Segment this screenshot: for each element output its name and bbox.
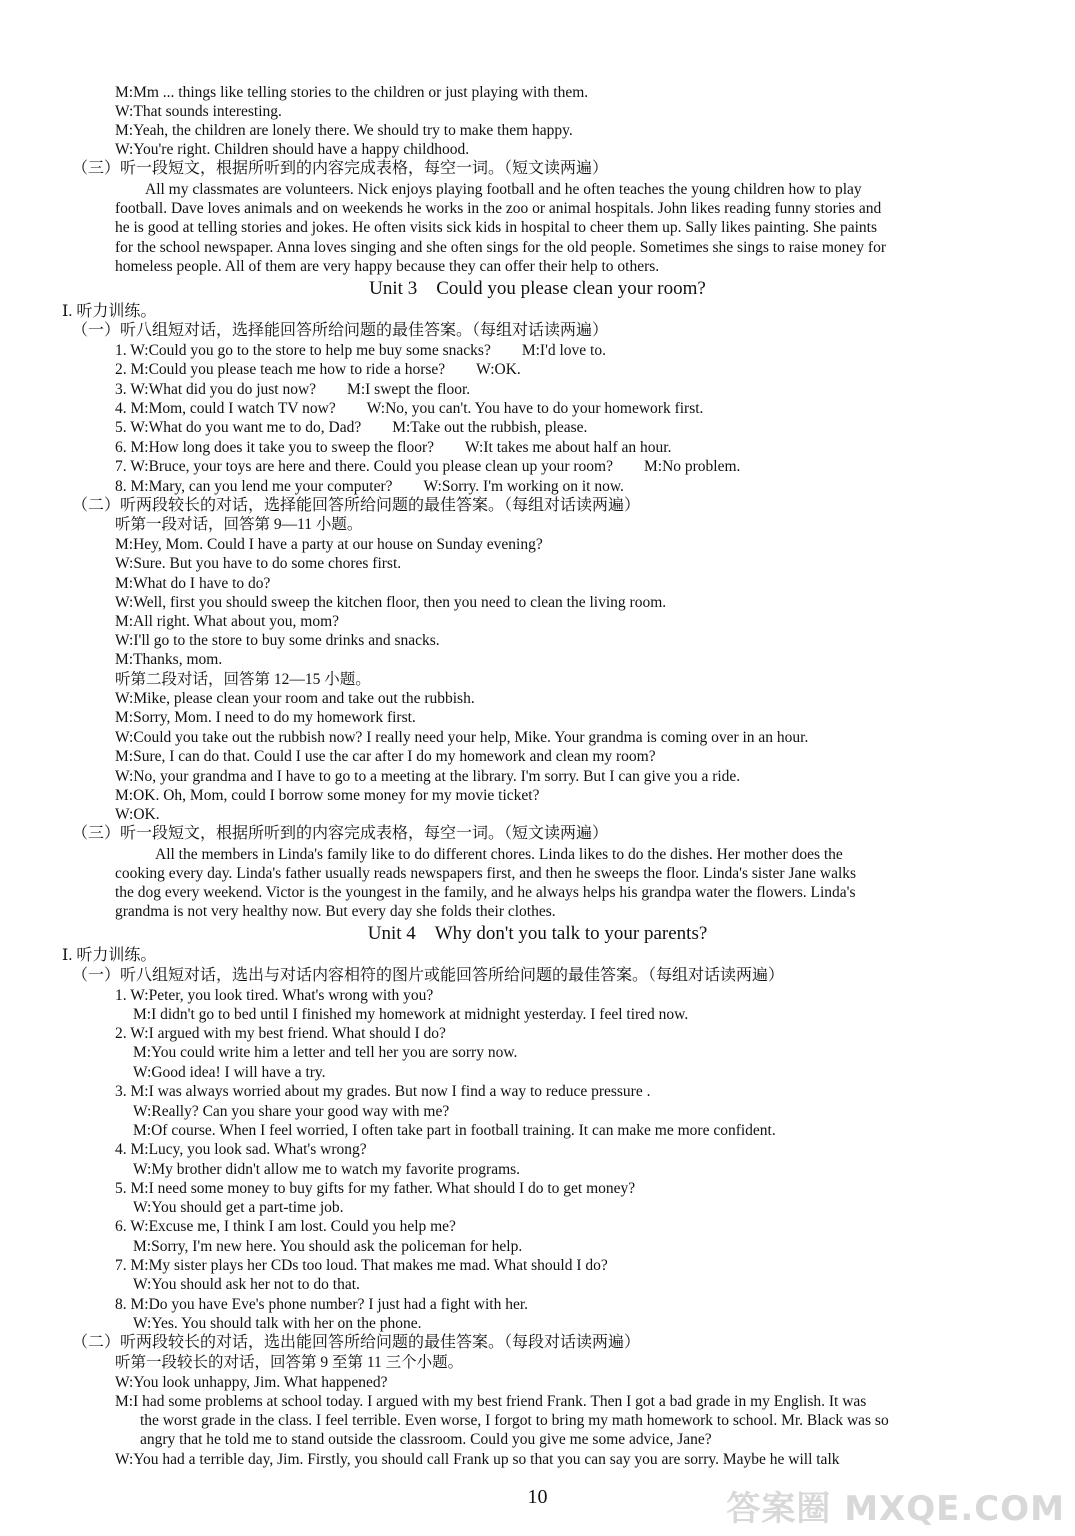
dialogue-line: M:OK. Oh, Mom, could I borrow some money for my movie ticket? [115,787,540,804]
dialogue-line: W:My brother didn't allow me to watch my favorite programs. [133,1161,521,1178]
page-number: 10 [527,1486,548,1508]
dialogue-line: W:Good idea! I will have a try. [133,1064,326,1081]
dialogue-line: 7. W:Bruce, your toys are here and there. Could you please clean up your room? M:No problem. [115,458,741,475]
dialogue-intro: 听第一段对话，回答第 9—11 小题。 [115,516,363,533]
section-heading: （二）听两段较长的对话，选出能回答所给问题的最佳答案。（每段对话读两遍） [72,1334,641,1351]
dialogue-line: 2. W:I argued with my best friend. What should I do? [115,1025,446,1042]
dialogue-line: W:Well, first you should sweep the kitchen floor, then you need to clean the living room. [115,594,667,611]
dialogue-line: M:I had some problems at school today. I argued with my best friend Frank. Then I got a bad grade in my English. It was [115,1393,867,1410]
dialogue-line: W:Mike, please clean your room and take out the rubbish. [115,690,475,707]
dialogue-line: 8. M:Do you have Eve's phone number? I just had a fight with her. [115,1296,529,1313]
dialogue-line: W:Sure. But you have to do some chores first. [115,555,402,572]
section-heading: （一）听八组短对话，选出与对话内容相符的图片或能回答所给问题的最佳答案。（每组对话读两遍） [72,967,785,984]
dialogue-line: W:No, your grandma and I have to go to a meeting at the library. I'm sorry. But I can give you a ride. [115,768,741,785]
section-heading: （三）听一段短文，根据所听到的内容完成表格，每空一词。（短文读两遍） [72,825,609,842]
dialogue-line: M:Sorry, I'm new here. You should ask the policeman for help. [133,1238,523,1255]
passage-line: All the members in Linda's family like to do different chores. Linda likes to do the dishes. Her mother does the [155,846,843,863]
dialogue-line: W:You should ask her not to do that. [133,1276,360,1293]
dialogue-line: M:You could write him a letter and tell her you are sorry now. [133,1044,518,1061]
passage-line: for the school newspaper. Anna loves singing and she often sings for the old people. Sometimes she sings to raise money for [115,239,886,256]
unit-title: Unit 3 Could you please clean your room? [369,278,706,299]
dialogue-line: W:You should get a part-time job. [133,1199,344,1216]
dialogue-line: 1. W:Could you go to the store to help me buy some snacks? M:I'd love to. [115,342,606,359]
dialogue-line: 6. W:Excuse me, I think I am lost. Could you help me? [115,1218,456,1235]
dialogue-line: M:Sorry, Mom. I need to do my homework first. [115,709,416,726]
dialogue-line: M:Yeah, the children are lonely there. We should try to make them happy. [115,122,573,139]
dialogue-line: W:That sounds interesting. [115,103,282,120]
dialogue-line: W:Yes. You should talk with her on the phone. [133,1315,422,1332]
passage-line: football. Dave loves animals and on weekends he works in the zoo or animal hospitals. John likes reading funny stories and [115,200,882,217]
passage-line: the dog every weekend. Victor is the youngest in the family, and he always helps his grandpa water the flowers. Linda's [115,884,856,901]
dialogue-line: W:You're right. Children should have a happy childhood. [115,141,470,158]
dialogue-line: W:Really? Can you share your good way with me? [133,1103,450,1120]
dialogue-line: 1. W:Peter, you look tired. What's wrong with you? [115,987,434,1004]
passage-line: grandma is not very healthy now. But every day she folds their clothes. [115,903,556,920]
dialogue-line: 5. W:What do you want me to do, Dad? M:Take out the rubbish, please. [115,419,588,436]
dialogue-line: 4. M:Lucy, you look sad. What's wrong? [115,1141,367,1158]
part-heading: Ⅰ. 听力训练。 [62,303,157,320]
dialogue-intro: 听第二段对话，回答第 12—15 小题。 [115,671,371,688]
dialogue-intro: 听第一段较长的对话，回答第 9 至第 11 三个小题。 [115,1354,464,1371]
dialogue-line: 6. M:How long does it take you to sweep the floor? W:It takes me about half an hour. [115,439,672,456]
dialogue-line: M:I didn't go to bed until I finished my homework at midnight yesterday. I feel tired now. [133,1006,689,1023]
dialogue-line: W:I'll go to the store to buy some drinks and snacks. [115,632,440,649]
section-heading: （三）听一段短文，根据所听到的内容完成表格，每空一词。（短文读两遍） [72,160,609,177]
dialogue-line: M:What do I have to do? [115,575,271,592]
dialogue-line: 2. M:Could you please teach me how to ride a horse? W:OK. [115,361,521,378]
dialogue-line: 3. M:I was always worried about my grades. But now I find a way to reduce pressure . [115,1083,651,1100]
dialogue-line: W:You had a terrible day, Jim. Firstly, you should call Frank up so that you can say you are sorry. Maybe he will talk [115,1451,840,1468]
dialogue-line: M:Thanks, mom. [115,651,223,668]
dialogue-line: M:Mm ... things like telling stories to the children or just playing with them. [115,84,589,101]
dialogue-line: M:Sure, I can do that. Could I use the car after I do my homework and clean my room? [115,748,656,765]
dialogue-line: the worst grade in the class. I feel terrible. Even worse, I forgot to bring my math homework to school. Mr. Black was so [140,1412,889,1429]
dialogue-line: M:All right. What about you, mom? [115,613,340,630]
part-heading: Ⅰ. 听力训练。 [62,947,157,964]
passage-line: cooking every day. Linda's father usually reads newspapers first, and then he sweeps the floor. Linda's sister Jane walks [115,865,857,882]
dialogue-line: 7. M:My sister plays her CDs too loud. That makes me mad. What should I do? [115,1257,608,1274]
dialogue-line: W:OK. [115,806,160,823]
watermark: 答案圈 MXQE.COM [726,1489,1065,1529]
passage-line: he is good at telling stories and jokes. He often visits sick kids in hospital to cheer them up. Sally likes painting. She paints [115,219,877,236]
passage-line: homeless people. All of them are very happy because they can offer their help to others. [115,258,660,275]
dialogue-line: angry that he told me to stand outside the classroom. Could you give me some advice, Jane? [140,1431,712,1448]
dialogue-line: 3. W:What did you do just now? M:I swept the floor. [115,381,471,398]
section-heading: （二）听两段较长的对话，选择能回答所给问题的最佳答案。（每组对话读两遍） [72,497,641,514]
dialogue-line: M:Of course. When I feel worried, I often take part in football training. It can make me more confident. [133,1122,776,1139]
section-heading: （一）听八组短对话，选择能回答所给问题的最佳答案。（每组对话读两遍） [72,322,609,339]
dialogue-line: W:Could you take out the rubbish now? I really need your help, Mike. Your grandma is coming over in an hour. [115,729,809,746]
unit-title: Unit 4 Why don't you talk to your parents? [367,923,708,944]
dialogue-line: W:You look unhappy, Jim. What happened? [115,1374,388,1391]
dialogue-line: 5. M:I need some money to buy gifts for my father. What should I do to get money? [115,1180,636,1197]
passage-line: All my classmates are volunteers. Nick enjoys playing football and he often teaches the young children how to play [145,181,862,198]
dialogue-line: M:Hey, Mom. Could I have a party at our house on Sunday evening? [115,536,543,553]
dialogue-line: 4. M:Mom, could I watch TV now? W:No, you can't. You have to do your homework first. [115,400,704,417]
dialogue-line: 8. M:Mary, can you lend me your computer? W:Sorry. I'm working on it now. [115,478,624,495]
